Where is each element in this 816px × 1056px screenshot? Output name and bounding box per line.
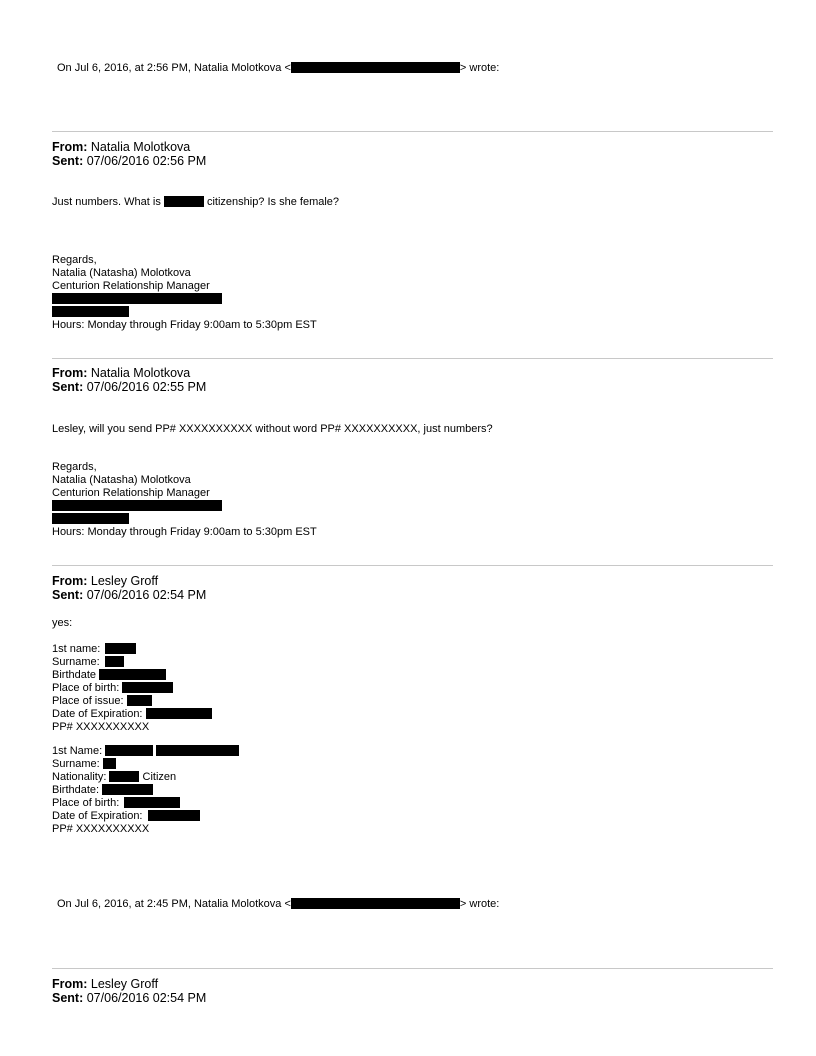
sent-date: 07/06/2016 02:55 PM bbox=[86, 380, 207, 394]
separator bbox=[52, 968, 773, 969]
redaction-field bbox=[105, 656, 124, 667]
redaction-field bbox=[103, 758, 116, 769]
sender-name: Lesley Groff bbox=[90, 977, 159, 991]
message-2-body: Lesley, will you send PP# XXXXXXXXXX without word PP# XXXXXXXXXX, just numbers? bbox=[52, 423, 493, 435]
message-3-header: From: Lesley Groff Sent: 07/06/2016 02:54 PM bbox=[52, 574, 207, 602]
signature-1: Regards, Natalia (Natasha) Molotkova Centurion Relationship Manager bbox=[52, 254, 210, 292]
message-2-header: From: Natalia Molotkova Sent: 07/06/2016 02:55 PM bbox=[52, 366, 207, 394]
redaction-contact bbox=[52, 306, 129, 317]
redaction-contact bbox=[52, 513, 129, 524]
passport-details-2: 1st Name: Surname: Nationality: Citizen Birthdate: Place of birth: Date of Expiration: PP# XXXXXXXXXX bbox=[52, 745, 239, 836]
sent-date: 07/06/2016 02:54 PM bbox=[86, 991, 207, 1005]
redaction-field bbox=[146, 708, 212, 719]
redaction-email bbox=[291, 62, 460, 73]
redaction-field bbox=[124, 797, 180, 808]
separator bbox=[52, 131, 773, 132]
message-1-header: From: Natalia Molotkova Sent: 07/06/2016 02:56 PM bbox=[52, 140, 207, 168]
message-3-intro: yes: bbox=[52, 617, 73, 629]
redaction-contact bbox=[52, 293, 222, 304]
redaction-field bbox=[102, 784, 153, 795]
signature-2: Regards, Natalia (Natasha) Molotkova Centurion Relationship Manager bbox=[52, 461, 210, 499]
sender-name: Natalia Molotkova bbox=[90, 140, 191, 154]
redaction-field bbox=[109, 771, 139, 782]
redaction-field bbox=[156, 745, 239, 756]
redaction-email bbox=[291, 898, 460, 909]
signature-1-hours: Hours: Monday through Friday 9:00am to 5:30pm EST bbox=[52, 319, 317, 331]
sender-name: Natalia Molotkova bbox=[90, 366, 191, 380]
redaction-field bbox=[127, 695, 152, 706]
separator bbox=[52, 565, 773, 566]
sent-date: 07/06/2016 02:56 PM bbox=[86, 154, 207, 168]
separator bbox=[52, 358, 773, 359]
sender-name: Lesley Groff bbox=[90, 574, 159, 588]
quote-line-2: On Jul 6, 2016, at 2:45 PM, Natalia Molotkova < > wrote: bbox=[57, 898, 500, 910]
redaction-name bbox=[164, 196, 204, 207]
redaction-field bbox=[105, 643, 136, 654]
message-4-header: From: Lesley Groff Sent: 07/06/2016 02:54 PM bbox=[52, 977, 207, 1005]
message-1-body: Just numbers. What is citizenship? Is she female? bbox=[52, 196, 340, 208]
sent-date: 07/06/2016 02:54 PM bbox=[86, 588, 207, 602]
redaction-field bbox=[148, 810, 200, 821]
signature-2-hours: Hours: Monday through Friday 9:00am to 5:30pm EST bbox=[52, 526, 317, 538]
redaction-field bbox=[99, 669, 166, 680]
redaction-contact bbox=[52, 500, 222, 511]
passport-details-1: 1st name: Surname: Birthdate Place of birth: Place of issue: Date of Expiration: PP# XXXXXXXXXX bbox=[52, 643, 212, 734]
redaction-field bbox=[105, 745, 153, 756]
quote-line-1: On Jul 6, 2016, at 2:56 PM, Natalia Molotkova < > wrote: bbox=[57, 62, 500, 74]
redaction-field bbox=[122, 682, 173, 693]
